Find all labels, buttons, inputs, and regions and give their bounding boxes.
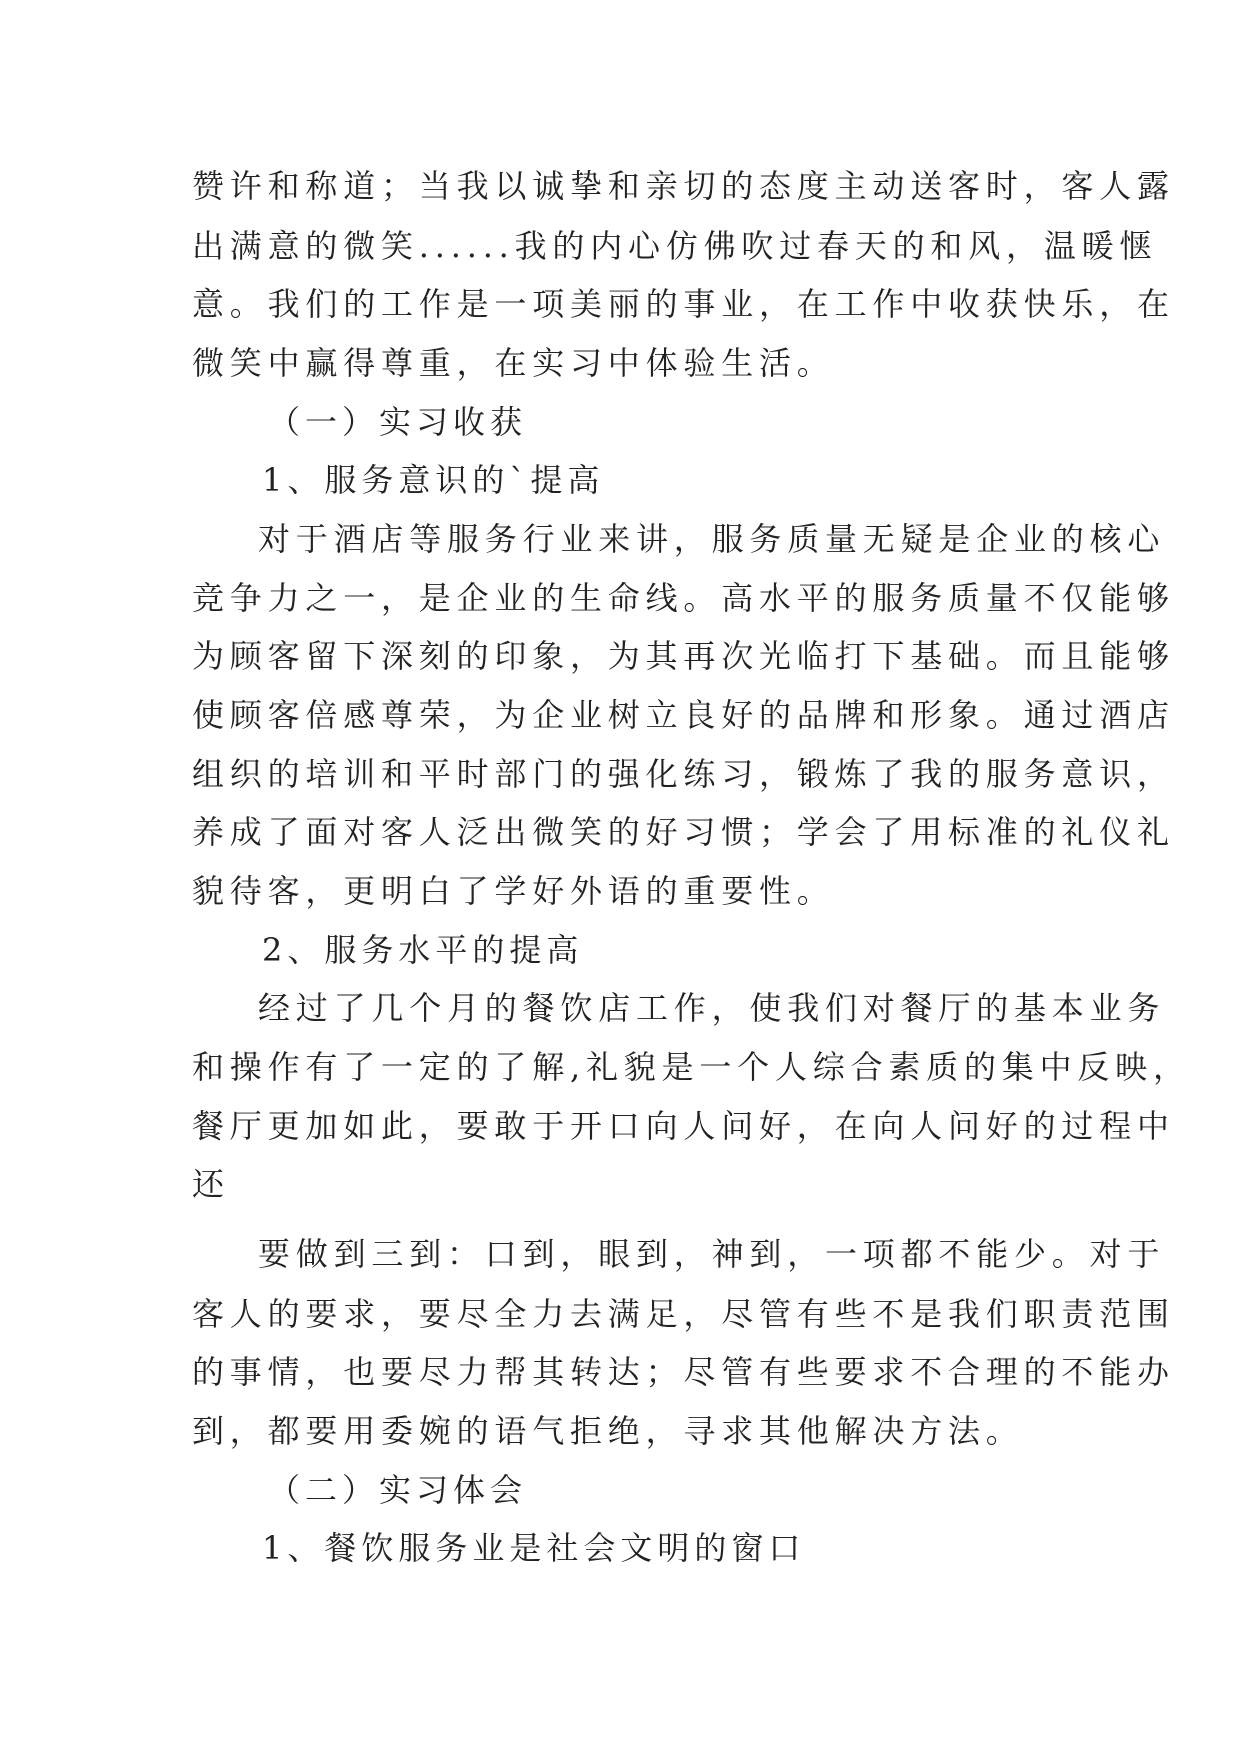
text-line: 为顾客留下深刻的印象，为其再次光临打下基础。而且能够 [192, 637, 1175, 675]
text-line: 到，都要用委婉的语气拒绝，寻求其他解决方法。 [192, 1412, 1024, 1450]
text-line: 客人的要求，要尽全力去满足，尽管有些不是我们职责范围 [192, 1295, 1175, 1333]
text-line: 还 [192, 1165, 230, 1203]
text-line: 养成了面对客人泛出微笑的好习惯；学会了用标准的礼仪礼 [192, 813, 1175, 851]
text-line: 对于酒店等服务行业来讲，服务质量无疑是企业的核心 [258, 520, 1166, 558]
text-line: 竞争力之一，是企业的生命线。高水平的服务质量不仅能够 [192, 579, 1175, 617]
text-line: 要做到三到：口到，眼到，神到，一项都不能少。对于 [258, 1235, 1166, 1273]
text-line: 微笑中赢得尊重，在实习中体验生活。 [192, 344, 835, 382]
text-line: 赞许和称道；当我以诚挚和亲切的态度主动送客时，客人露 [192, 167, 1175, 205]
subsection-heading: 1、服务意识的`提高 [262, 461, 605, 499]
text-line: 组织的培训和平时部门的强化练习，锻炼了我的服务意识， [192, 755, 1175, 793]
text-line: 出满意的微笑......我的内心仿佛吹过春天的和风，温暖惬 [192, 227, 1158, 265]
subsection-heading: 1、餐饮服务业是社会文明的窗口 [262, 1529, 806, 1567]
text-line: 意。我们的工作是一项美丽的事业，在工作中收获快乐，在 [192, 285, 1175, 323]
text-line: 貌待客，更明白了学好外语的重要性。 [192, 872, 835, 910]
section-heading: （一）实习收获 [268, 403, 528, 441]
text-line: 和操作有了一定的了解,礼貌是一个人综合素质的集中反映， [192, 1048, 1191, 1086]
subsection-heading: 2、服务水平的提高 [262, 931, 584, 969]
text-line: 经过了几个月的餐饮店工作，使我们对餐厅的基本业务 [258, 989, 1166, 1027]
text-line: 使顾客倍感尊荣，为企业树立良好的品牌和形象。通过酒店 [192, 696, 1175, 734]
text-line: 餐厅更加如此，要敢于开口向人问好，在向人问好的过程中 [192, 1107, 1175, 1145]
text-line: 的事情，也要尽力帮其转达；尽管有些要求不合理的不能办 [192, 1353, 1175, 1391]
section-heading: （二）实习体会 [268, 1471, 528, 1509]
